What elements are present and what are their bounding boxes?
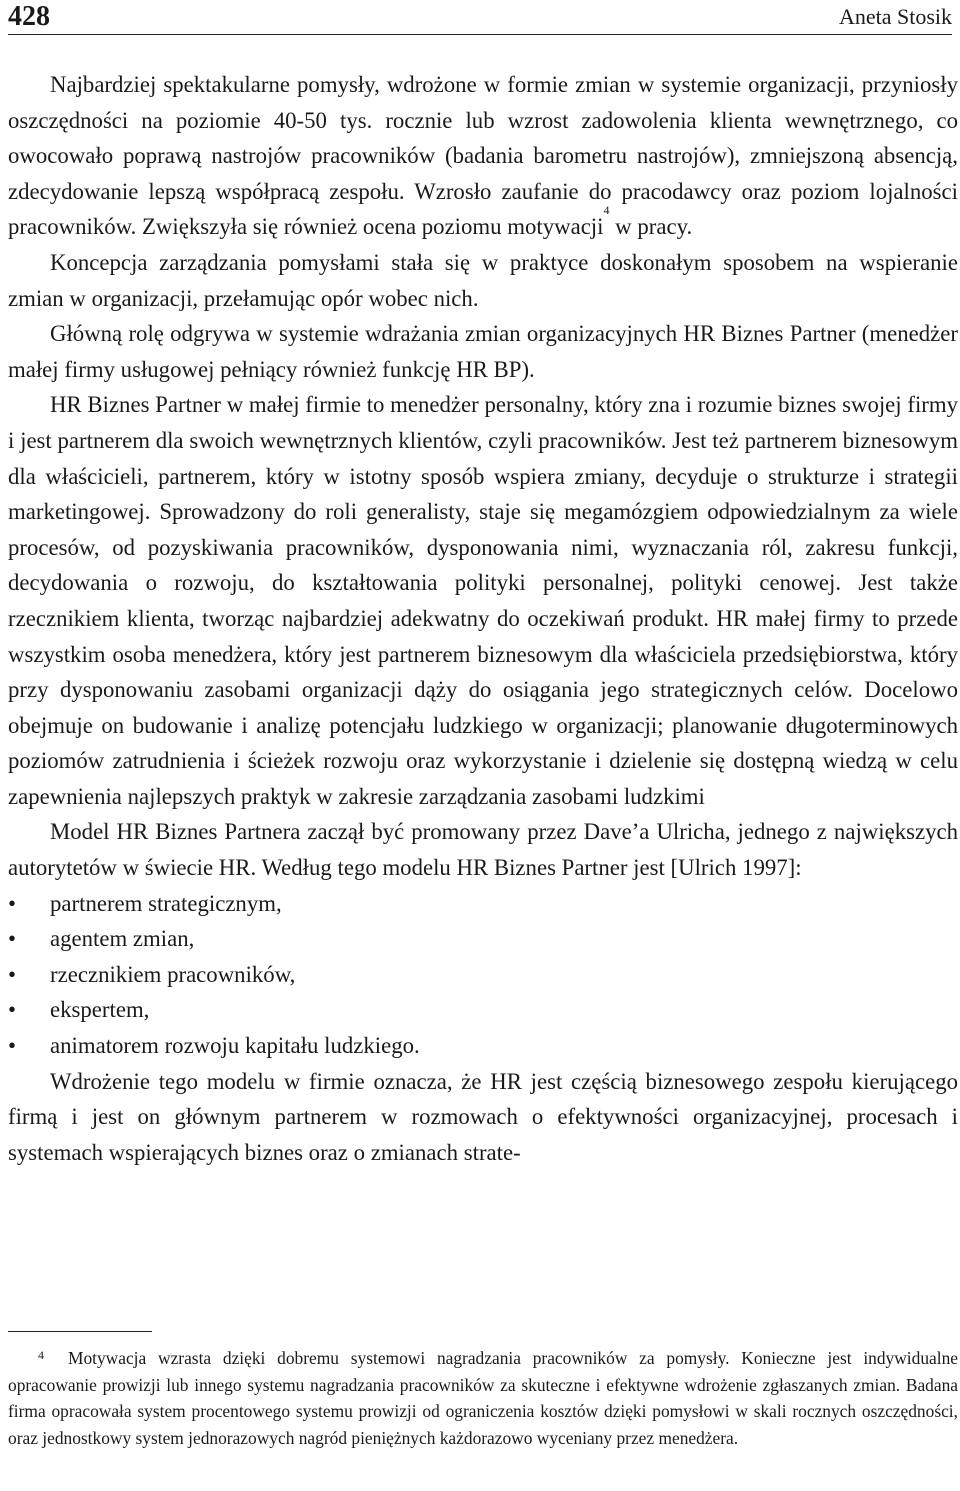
footnote-ref: 4 xyxy=(603,203,610,218)
bullet-text: animatorem rozwoju kapitału ludzkiego. xyxy=(50,1033,420,1059)
bullet-icon: • xyxy=(8,890,16,916)
footnote xyxy=(8,1345,958,1451)
running-header xyxy=(8,0,952,35)
bullet-item xyxy=(8,1028,958,1064)
paragraph-1-tail: w pracy. xyxy=(609,214,693,240)
paragraph-1 xyxy=(8,67,958,245)
body-text xyxy=(8,67,958,1170)
footnote-divider xyxy=(8,1331,152,1332)
paragraph-3: Główną rolę odgrywa w systemie wdrażania zmian organizacyjnych HR Biznes Partner (menedżer małej firmy usługowej pełniący również funkcję HR BP). xyxy=(8,321,958,382)
bullet-text: agentem zmian, xyxy=(50,926,195,952)
page-number: 428 xyxy=(8,1,50,32)
bullet-icon: • xyxy=(8,1033,16,1059)
bullet-item xyxy=(8,921,958,957)
paragraph-1-text: Najbardziej spektakularne pomysły, wdrożone w formie zmian w systemie organizacji, przyniosły oszczędności na poziomie 40-50 tys. rocznie lub wzrost zadowolenia klienta wewnętrznego, co owocowało poprawą nastrojów pracowników (badania barometru nastrojów), zmniejszoną absencją, zdecydowanie lepszą współpracą zespołu. Wzrosło zaufanie do pracodawcy oraz poziom lojalności pracowników. Zwiększyła się również ocena poziomu motywacji xyxy=(8,72,958,240)
bullet-text: rzecznikiem pracowników, xyxy=(50,961,296,987)
bullet-item xyxy=(8,957,958,993)
paragraph-5: Model HR Biznes Partnera zaczął być promowany przez Dave’a Ulricha, jednego z największych autorytetów w świecie HR. Według tego modelu HR Biznes Partner jest [Ulrich 1997]: xyxy=(8,819,958,881)
paragraph-2: Koncepcja zarządzania pomysłami stała się w praktyce doskonałym sposobem na wspieranie zmian w organizacji, przełamując opór wobec nich. xyxy=(8,249,958,311)
footnote-number: 4 xyxy=(38,1348,44,1362)
running-author: Aneta Stosik xyxy=(838,4,952,29)
paragraph-4: HR Biznes Partner w małej firmie to menedżer personalny, który zna i rozumie biznes swojej firmy i jest partnerem dla swoich wewnętrznych klientów, czyli pracowników. Jest też partnerem biznesowym dla właścicieli, partnerem, który w istotny sposób wspiera zmiany, decyduje o strukturze i strategii marketingowej. Sprowadzony do roli generalisty, staje się megamózgiem odpowiedzialnym za wiele procesów, od pozyskiwania pracowników, dysponowania nimi, wyznaczania ról, zakresu funkcji, decydowania o rozwoju, do kształtowania polityki personalnej, polityki cenowej. Jest także rzecznikiem klienta, tworząc najbardziej adekwatny do oczekiwań produkt. HR małej firmy to przede wszystkim osoba menedżera, który jest partnerem biznesowym dla właściciela przedsiębiorstwa, który przy dysponowaniu zasobami organizacji dąży do osiągania jego strategicznych celów. Docelowo obejmuje on budowanie i analizę potencjału ludzkiego w organizacji; planowanie długoterminowych poziomów zatrudnienia i ścieżek rozwoju oraz wykorzystanie i dzielenie się dostępną wiedzą w celu zapewnienia najlepszych praktyk w zakresie zarządzania zasobami ludzkimi xyxy=(8,392,958,809)
footnote-text: Motywacja wzrasta dzięki dobremu systemowi nagradzania pracowników za pomysły. Konieczne jest indywidualne opracowanie prowizji lub innego systemu nagradzania pracowników za skuteczne i efektywne wdrożenie zgłaszanych zmian. Badana firma opracowała system procentowego systemu prowizji od ograniczenia kosztów dzięki pomysłowi w skali rocznych oszczędności, oraz jednostkowy system jednorazowych nagród pieniężnych każdorazowo wyceniany przez menedżera. xyxy=(8,1348,958,1448)
bullet-text: partnerem strategicznym, xyxy=(50,890,282,916)
bullet-list xyxy=(8,886,958,1064)
bullet-icon: • xyxy=(8,926,16,952)
bullet-item xyxy=(8,886,958,922)
paragraph-6: Wdrożenie tego modelu w firmie oznacza, że HR jest częścią biznesowego zespołu kierującego firmą i jest on głównym partnerem w rozmowach o efektywności organizacyjnej, procesach i systemach wspierających biznes oraz o zmianach strate- xyxy=(8,1068,958,1165)
bullet-item xyxy=(8,992,958,1028)
bullet-icon: • xyxy=(8,997,16,1023)
bullet-icon: • xyxy=(8,961,16,987)
bullet-text: ekspertem, xyxy=(50,997,150,1023)
